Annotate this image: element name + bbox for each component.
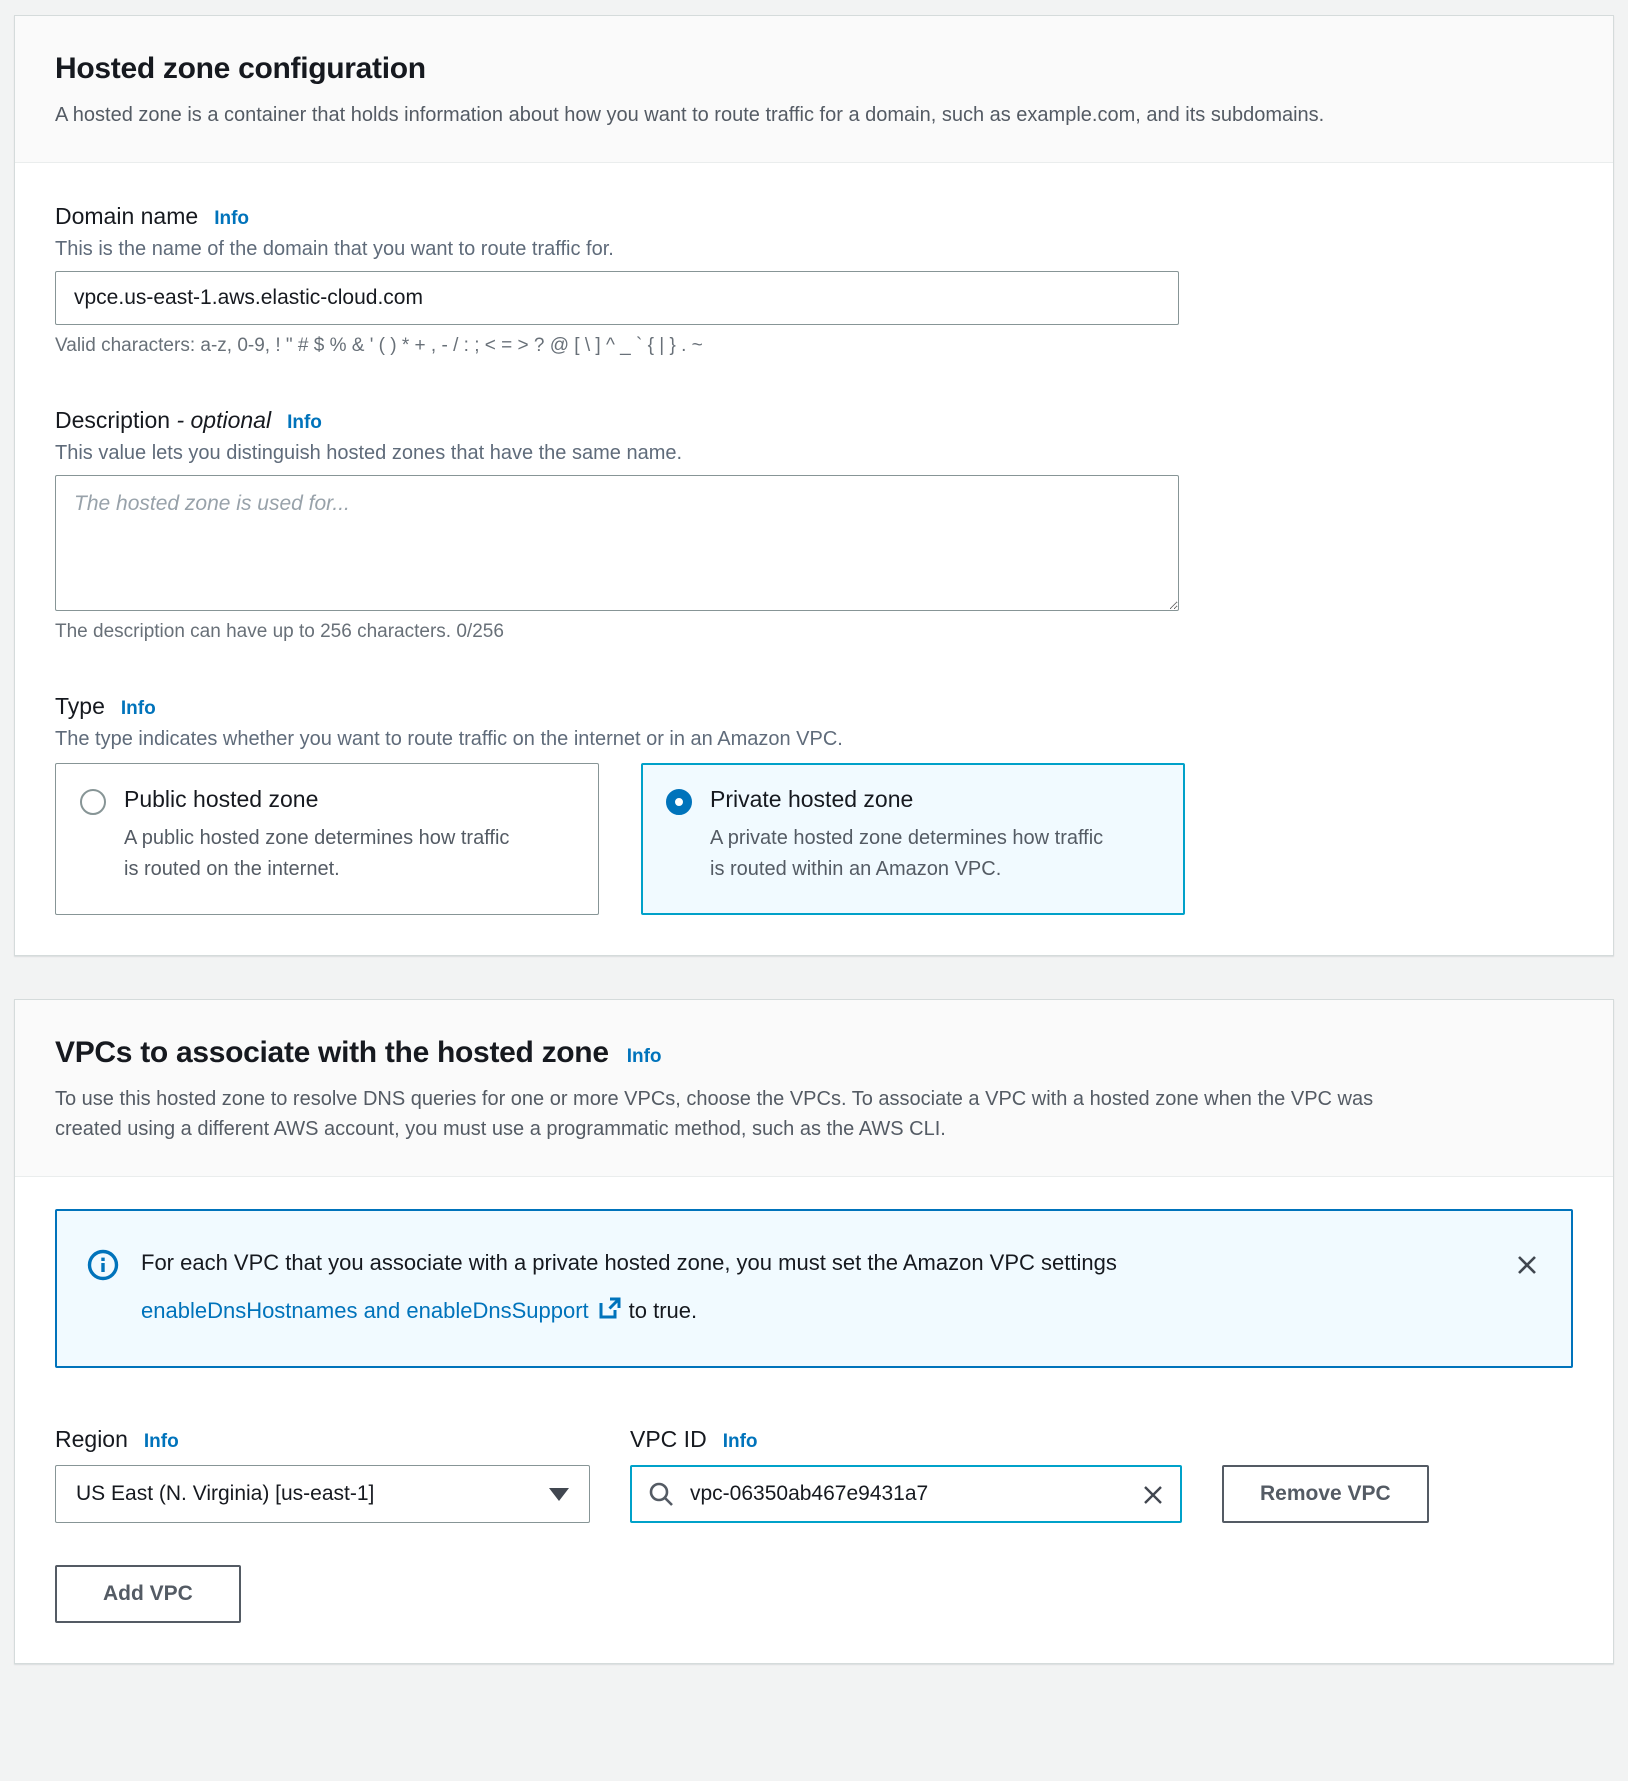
hosted-zone-configuration-panel bbox=[14, 15, 1614, 956]
vpc-association-row bbox=[55, 1426, 1573, 1523]
domain-name-description: This is the name of the domain that you want to route traffic for. bbox=[55, 238, 614, 260]
caret-down-icon bbox=[549, 1488, 569, 1501]
region-selected-value: US East (N. Virginia) [us-east-1] bbox=[76, 1482, 375, 1505]
type-radio-group bbox=[55, 763, 1573, 915]
description-label: Description - optional bbox=[55, 407, 272, 433]
vpc-id-label: VPC ID bbox=[630, 1426, 707, 1452]
type-info-link[interactable]: Info bbox=[120, 698, 156, 719]
vpc-id-info-link[interactable]: Info bbox=[722, 1431, 758, 1452]
description-info-link[interactable]: Info bbox=[287, 412, 322, 433]
panel-header bbox=[15, 1000, 1613, 1177]
type-label: Type bbox=[55, 693, 105, 719]
alert-message bbox=[141, 1239, 1491, 1338]
external-link-icon[interactable] bbox=[597, 1290, 623, 1338]
remove-vpc-button[interactable]: Remove VPC bbox=[1222, 1465, 1429, 1523]
add-vpc-button[interactable]: Add VPC bbox=[55, 1565, 241, 1623]
alert-line2 bbox=[141, 1287, 1491, 1338]
domain-name-label: Domain name bbox=[55, 203, 199, 229]
private-hosted-zone-title: Private hosted zone bbox=[710, 786, 914, 812]
section-description: To use this hosted zone to resolve DNS queries for one or more VPCs, choose the VPCs. To associate a VPC with a hosted zone when the VPC was created using a different AWS account, you must use a programmatic method, such as the AWS CLI. bbox=[55, 1088, 1374, 1140]
description-constraint: The description can have up to 256 characters. 0/256 bbox=[55, 621, 504, 642]
region-info-link[interactable]: Info bbox=[143, 1431, 179, 1452]
panel-description: A hosted zone is a container that holds information about how you want to route traffic for a domain, such as example.com, and its subdomains. bbox=[55, 104, 1325, 126]
region-select[interactable] bbox=[55, 1465, 590, 1523]
description-textarea[interactable] bbox=[55, 475, 1179, 611]
public-hosted-zone-title: Public hosted zone bbox=[124, 786, 319, 812]
alert-line1: For each VPC that you associate with a private hosted zone, you must set the Amazon VPC settings bbox=[141, 1250, 1117, 1275]
info-alert bbox=[55, 1209, 1573, 1368]
panel-header bbox=[15, 16, 1613, 163]
public-hosted-zone-description: A public hosted zone determines how traffic is routed on the internet. bbox=[124, 827, 510, 880]
vpc-id-field-group bbox=[630, 1426, 1182, 1523]
description-field-group bbox=[55, 407, 1573, 643]
remove-vpc-col bbox=[1222, 1465, 1429, 1523]
description-optional-suffix: - optional bbox=[176, 407, 272, 433]
section-title: VPCs to associate with the hosted zone bbox=[55, 1036, 609, 1069]
enable-dns-link[interactable]: enableDnsHostnames and enableDnsSupport bbox=[141, 1298, 589, 1323]
clear-input-icon[interactable] bbox=[1136, 1478, 1170, 1515]
alert-line2-suffix: to true. bbox=[628, 1298, 698, 1323]
description-field-description: This value lets you distinguish hosted zones that have the same name. bbox=[55, 442, 683, 464]
public-hosted-zone-option[interactable] bbox=[55, 763, 599, 915]
private-hosted-zone-description: A private hosted zone determines how traffic is routed within an Amazon VPC. bbox=[710, 827, 1104, 880]
domain-name-field-group bbox=[55, 203, 1573, 357]
domain-name-info-link[interactable]: Info bbox=[214, 208, 250, 229]
region-field-group bbox=[55, 1426, 590, 1523]
type-description: The type indicates whether you want to route traffic on the internet or in an Amazon VPC. bbox=[55, 728, 843, 750]
vpc-id-input[interactable] bbox=[630, 1465, 1182, 1523]
region-label: Region bbox=[55, 1426, 128, 1452]
vpc-id-search bbox=[630, 1465, 1182, 1523]
panel-body bbox=[15, 1177, 1613, 1663]
vpcs-associate-panel bbox=[14, 999, 1614, 1664]
radio-checked-icon[interactable] bbox=[666, 789, 692, 815]
radio-unchecked-icon[interactable] bbox=[80, 789, 106, 815]
info-circle-icon bbox=[87, 1249, 119, 1286]
private-hosted-zone-option[interactable] bbox=[641, 763, 1185, 915]
close-icon[interactable] bbox=[1513, 1251, 1541, 1282]
panel-body bbox=[15, 163, 1613, 955]
vpcs-info-link[interactable]: Info bbox=[626, 1046, 662, 1067]
domain-name-constraint: Valid characters: a-z, 0-9, ! " # $ % & ' ( ) * + , - / : ; < = > ? @ [ \ ] ^ _ ` { | } . ~ bbox=[55, 335, 703, 356]
page-title: Hosted zone configuration bbox=[55, 52, 426, 85]
type-field-group bbox=[55, 693, 1573, 915]
domain-name-input[interactable] bbox=[55, 271, 1179, 325]
